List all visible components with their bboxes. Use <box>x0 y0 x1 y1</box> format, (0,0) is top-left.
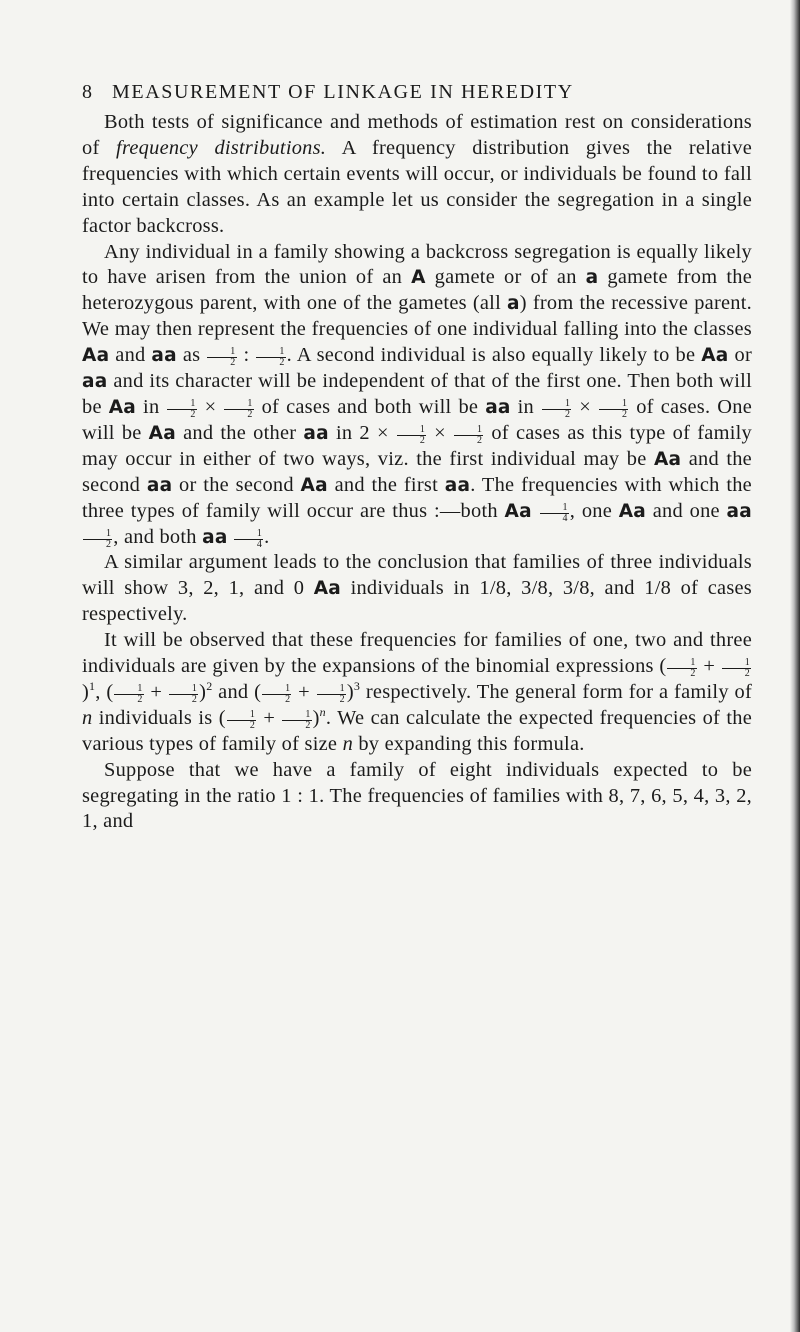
fraction-half: $\frac{1}{2}$ <box>317 684 346 705</box>
fraction-half: $\frac{1}{2}$ <box>397 425 426 446</box>
running-head <box>82 78 752 106</box>
page-number: 8 <box>82 81 94 103</box>
fraction-half: $\frac{1}{2}$ <box>167 399 196 420</box>
fraction-half: $\frac{1}{2}$ <box>454 425 483 446</box>
fraction-half: $\frac{1}{2}$ <box>227 710 256 731</box>
body-text <box>82 110 752 835</box>
fraction-half: $\frac{1}{2}$ <box>207 347 236 368</box>
fraction-half: $\frac{1}{2}$ <box>114 684 143 705</box>
fraction-half: $\frac{1}{2}$ <box>722 658 751 679</box>
fraction-half: $\frac{1}{2}$ <box>224 399 253 420</box>
book-page <box>82 78 752 835</box>
paragraph-2: Any individual in a family showing a backcross segregation is equally likely to have arisen from the union of an A gamete or of an a gamete from the heterozygous parent, with one of the gametes (all a) from the recessive parent. We may then represent the frequencies of one individual falling into the classes Aa and aa as $\frac{1}{2}$ : $\frac{1}{2}$ . A second individual is also equally likely to be Aa or aa and its character will be independent of that of the first one. Then both will be Aa in $\frac{1}{2}$ × $\frac{1}{2}$ of cases and both will be aa in $\frac{1}{2}$ × $\frac{1}{2}$ of cases. One will be Aa and the other aa in 2 × $\frac{1}{2}$ × $\frac{1}{2}$ of cases as this type of family may occur in either of two ways, viz. the first individual may be Aa and the second aa or the second Aa and the first aa. The frequencies with which the three types of family will occur are thus :—both Aa $\frac{1}{4}$ , one Aa and one aa $\frac{1}{2}$ , and both aa $\frac{1}{4}$ . <box>82 240 753 550</box>
paragraph-5: Suppose that we have a family of eight individuals expected to be segregating in the ratio 1 : 1. The frequencies of families with 8, 7, 6, 5, 4, 3, 2, 1, and <box>82 758 752 833</box>
fraction-half: $\frac{1}{2}$ <box>542 399 571 420</box>
fraction-half: $\frac{1}{2}$ <box>169 684 198 705</box>
book-page-edge <box>790 0 800 1332</box>
fraction-quarter: $\frac{1}{4}$ <box>540 503 569 524</box>
fraction-quarter: $\frac{1}{4}$ <box>234 529 263 550</box>
emphasis-frequency-distributions: frequency distributions. <box>116 136 327 159</box>
fraction-half: $\frac{1}{2}$ <box>256 347 285 368</box>
fraction-half: $\frac{1}{2}$ <box>667 658 696 679</box>
fraction-half: $\frac{1}{2}$ <box>262 684 291 705</box>
running-title: MEASUREMENT OF LINKAGE IN HEREDITY <box>112 81 574 103</box>
paragraph-1: Both tests of significance and methods of estimation rest on considerations of frequency distributions. A frequency distribution gives the relative frequencies with which certain events will occur, or individuals be found to fall into certain classes. As an example let us consider the segregation in a single factor backcross. <box>82 111 753 237</box>
paragraph-4: It will be observed that these frequencies for families of one, two and three individuals are given by the expansions of the binomial expressions ( $\frac{1}{2}$ + $\frac{1}{2}$ )$^1$, ( $\frac{1}{2}$ + $\frac{1}{2}$ )$^2$ and ( $\frac{1}{2}$ + $\frac{1}{2}$ )$^3$ respectively. The general form for a family of n individuals is ( $\frac{1}{2}$ + $\frac{1}{2}$ )$^n$. We can calculate the expected frequencies of the various types of family of size n by expanding this formula. <box>82 629 753 755</box>
paragraph-3: A similar argument leads to the conclusion that families of three individuals will show 3, 2, 1, and 0 Aa individuals in 1/8, 3/8, 3/8, and 1/8 of cases respectively. <box>82 551 752 626</box>
fraction-half: $\frac{1}{2}$ <box>83 529 112 550</box>
fraction-half: $\frac{1}{2}$ <box>282 710 311 731</box>
fraction-half: $\frac{1}{2}$ <box>599 399 628 420</box>
